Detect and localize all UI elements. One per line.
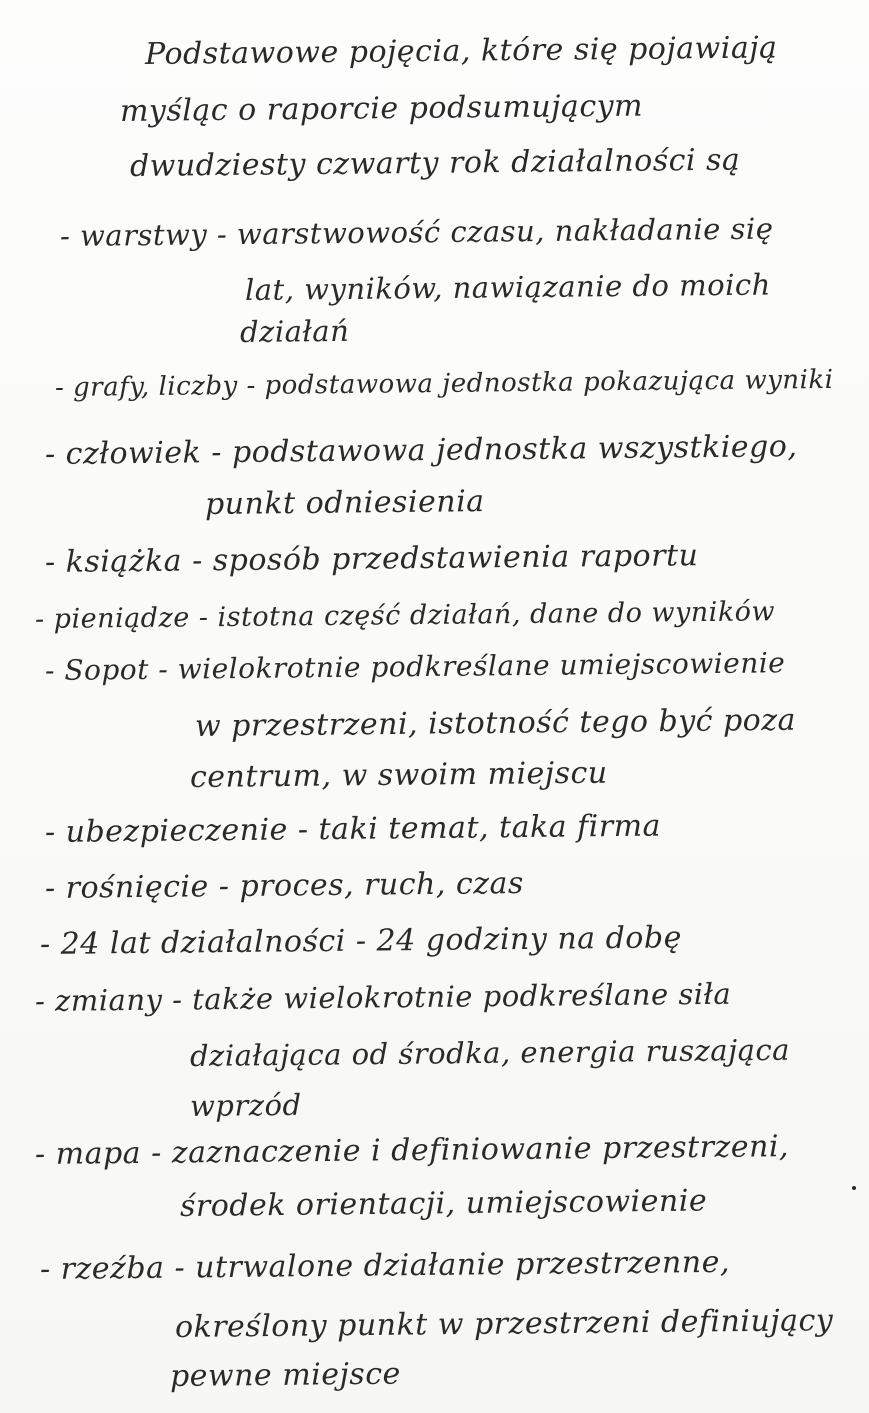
list-item-line: - ubezpieczenie - taki temat, taka firma [44, 808, 662, 850]
list-item-line: - pieniądze - istotna część działań, dane do wyników [34, 596, 776, 635]
list-item-line: - rzeźba - utrwalone działanie przestrzenne, [39, 1244, 731, 1287]
list-item-line: lat, wyników, nawiązanie do moich [244, 267, 771, 307]
list-item-line: w przestrzeni, istotność tego być poza [194, 702, 797, 744]
list-item-line: - warstwy - warstwowość czasu, nakładanie się [59, 211, 774, 253]
list-item-line: pewne miejsce [169, 1356, 401, 1394]
intro-line: dwudziesty czwarty rok działalności są [129, 142, 741, 184]
list-item-line: - zmiany - także wielokrotnie podkreślane siła [34, 976, 732, 1018]
list-item-line: działań [239, 313, 350, 349]
list-item-line: określony punkt w przestrzeni definiujący [174, 1303, 834, 1345]
intro-line: myśląc o raporcie podsumującym [119, 88, 644, 129]
list-item-line: - człowiek - podstawowa jednostka wszystkiego, [44, 429, 798, 472]
list-item-line: centrum, w swoim miejscu [189, 755, 608, 795]
list-item-line: - mapa - zaznaczenie i definiowanie przestrzeni, [34, 1129, 790, 1172]
list-item-line: - grafy, liczby - podstawowa jednostka pokazująca wyniki [54, 364, 834, 403]
intro-line: Podstawowe pojęcia, które się pojawiają [144, 30, 778, 72]
list-item-line: działająca od środka, energia ruszająca [189, 1032, 791, 1073]
list-item-line: punkt odniesienia [204, 484, 485, 522]
ink-dot [852, 1186, 856, 1190]
list-item-line: - Sopot - wielokrotnie podkreślane umiejscowienie [44, 646, 786, 687]
list-item-line: wprzód [189, 1087, 302, 1123]
list-item-line: - rośnięcie - proces, ruch, czas [44, 865, 525, 906]
list-item-line: środek orientacji, umiejscowienie [179, 1183, 708, 1224]
list-item-line: - książka - sposób przedstawienia raportu [44, 538, 699, 580]
list-item-line: - 24 lat działalności - 24 godziny na dobę [39, 920, 683, 962]
